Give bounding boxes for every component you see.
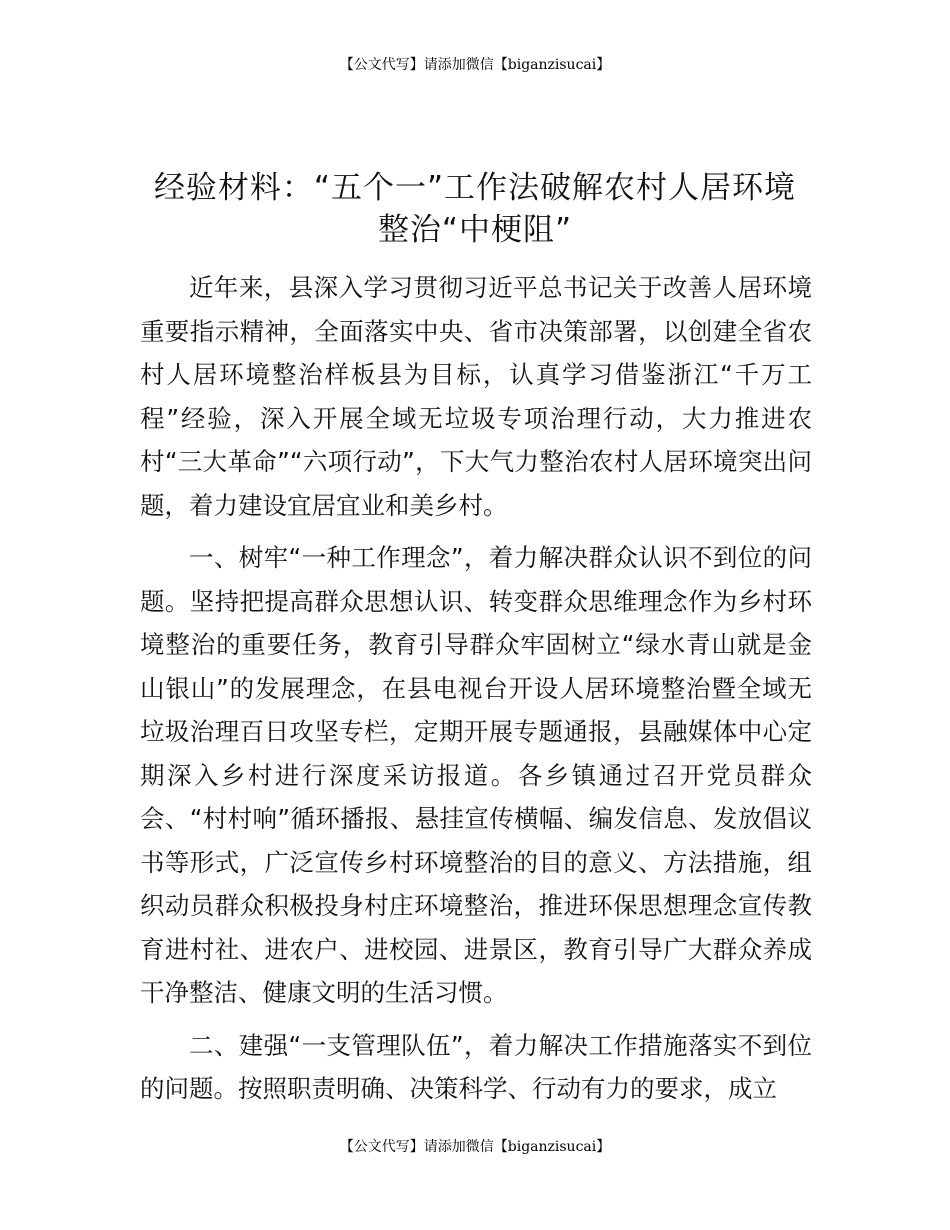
document-body [140,266,812,1120]
paragraph-section-2: 二、建强“一支管理队伍”，着力解决工作措施落实不到位的问题。按照职责明确、决策科学、行动有力的要求，成立 [140,1030,812,1103]
paragraph-intro: 近年来，县深入学习贯彻习近平总书记关于改善人居环境重要指示精神，全面落实中央、省市决策部署，以创建全省农村人居环境整治样板县为目标，认真学习借鉴浙江“千万工程”经验，深入开展全域无垃圾专项治理行动，大力推进农村“三大革命”“六项行动”，下大气力整治农村人居环境突出问题，着力建设宜居宜业和美乡村。 [140,273,812,520]
document-title: 经验材料：“五个一”工作法破解农村人居环境整治“中梗阻” [153,170,797,248]
paragraph-section-1: 一、树牢“一种工作理念”，着力解决群众认识不到位的问题。坚持把提高群众思想认识、转变群众思维理念作为乡村环境整治的重要任务，教育引导群众牢固树立“绿水青山就是金山银山”的发展理念，在县电视台开设人居环境整治暨全域无垃圾治理百日攻坚专栏，定期开展专题通报，县融媒体中心定期深入乡村进行深度采访报道。各乡镇通过召开党员群众会、“村村响”循环播报、悬挂宣传横幅、编发信息、发放倡议书等形式，广泛宣传乡村环境整治的目的意义、方法措施，组织动员群众积极投身村庄环境整治，推进环保思想理念宣传教育进村社、进农户、进校园、进景区，教育引导广大群众养成干净整洁、健康文明的生活习惯。 [140,543,812,1007]
page-header: 【公文代写】请添加微信【biganzisucai】 [339,57,611,73]
page-footer: 【公文代写】请添加微信【biganzisucai】 [339,1139,611,1155]
